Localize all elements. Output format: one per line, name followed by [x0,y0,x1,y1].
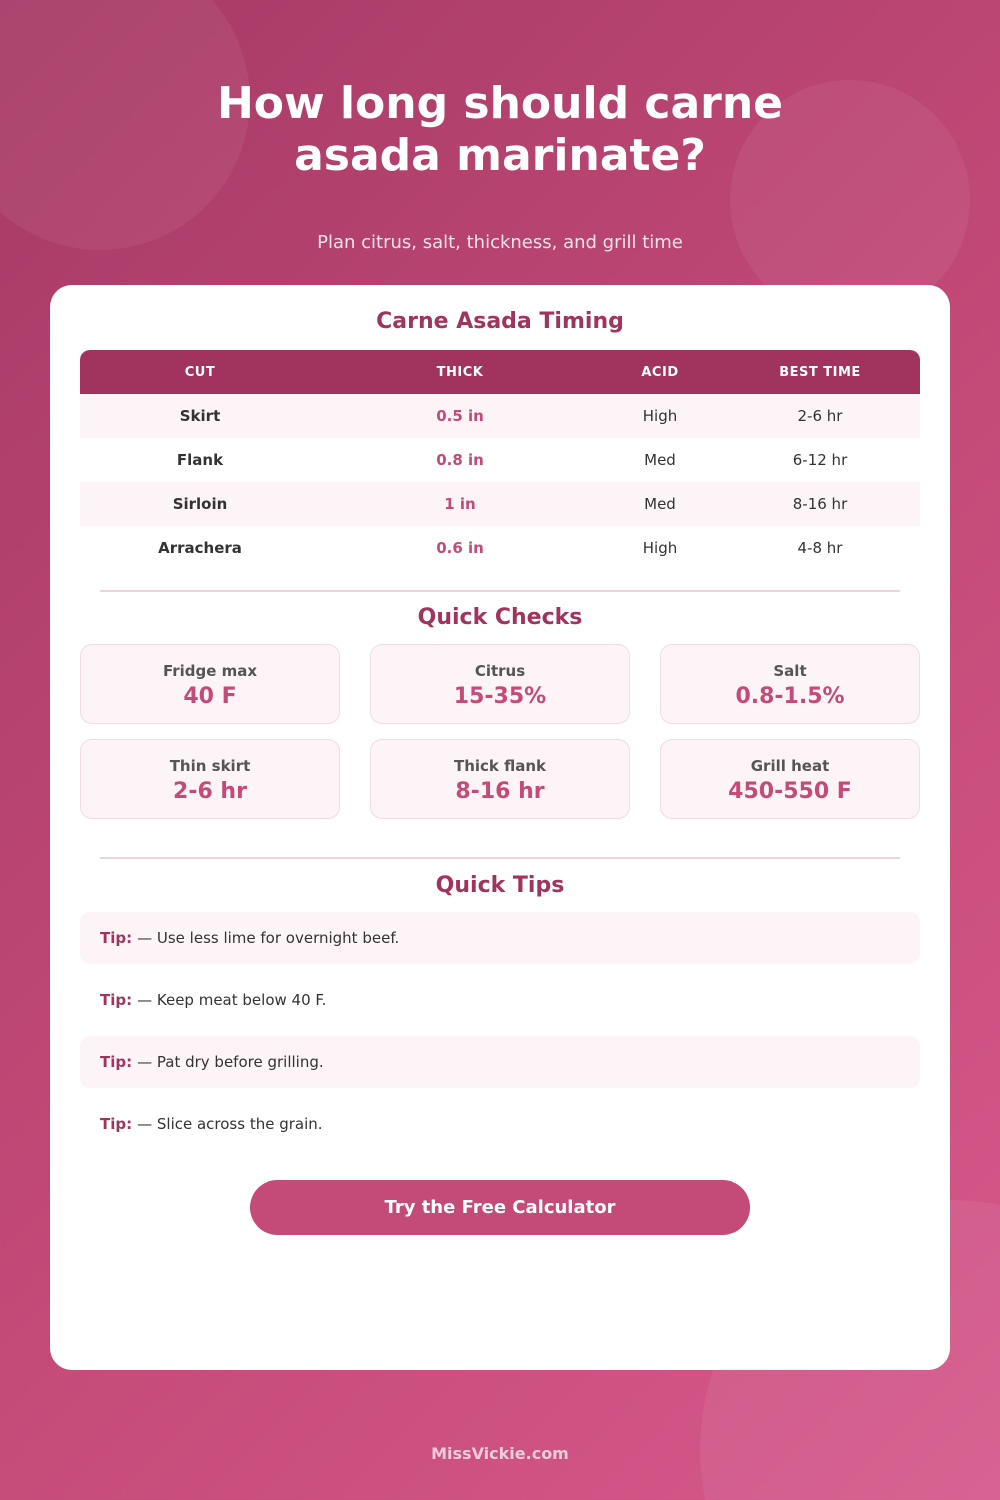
title-line: How long should carne [216,78,784,129]
table-row [80,526,920,570]
tip-item [80,974,920,1026]
header-thick: THICK [436,364,484,380]
cell-best-time: 2-6 hr [797,407,843,425]
header-acid: ACID [641,364,679,380]
check-value: 40 F [183,684,237,709]
calculator-cta-button[interactable]: Try the Free Calculator [250,1180,750,1235]
check-label: Thin skirt [169,757,251,775]
check-label: Fridge max [162,662,258,680]
tip-prefix: Tip: [100,929,133,947]
cell-best-time: 8-16 hr [792,495,848,513]
quick-checks-grid [80,644,920,819]
timing-table [80,350,920,570]
tip-item [80,1036,920,1088]
check-card [80,739,340,819]
cell-best-time: 6-12 hr [792,451,848,469]
cell-acid: Med [644,495,676,513]
check-value: 450-550 F [728,779,852,804]
check-card [370,739,630,819]
check-card [660,739,920,819]
tip-text: — Keep meat below 40 F. [137,991,327,1009]
header-cut: CUT [184,364,216,380]
cell-thick: 0.6 in [436,539,484,557]
check-label: Thick flank [453,757,547,775]
check-label: Citrus [474,662,526,680]
cell-thick: 0.5 in [436,407,484,425]
header-best-time: BEST TIME [779,364,861,380]
check-label: Salt [773,662,807,680]
page-title [0,78,1000,182]
cell-cut: Sirloin [172,495,228,513]
table-row [80,482,920,526]
cell-acid: High [642,407,678,425]
check-value: 0.8-1.5% [735,684,845,709]
tips-section-title: Quick Tips [435,873,565,898]
cell-thick: 0.8 in [436,451,484,469]
cell-acid: Med [644,451,676,469]
table-row [80,394,920,438]
check-card [80,644,340,724]
checks-section-title: Quick Checks [417,605,583,630]
check-card [370,644,630,724]
cell-cut: Flank [176,451,224,469]
tip-prefix: Tip: [100,991,133,1009]
title-line: asada marinate? [294,130,706,181]
tip-prefix: Tip: [100,1053,133,1071]
tip-text: — Use less lime for overnight beef. [137,929,400,947]
table-row [80,438,920,482]
check-value: 8-16 hr [455,779,545,804]
content-card [50,285,950,1370]
tip-text: — Pat dry before grilling. [137,1053,324,1071]
page-subtitle: Plan citrus, salt, thickness, and grill time [317,232,683,253]
tip-item [80,912,920,964]
check-label: Grill heat [750,757,830,775]
check-card [660,644,920,724]
check-value: 2-6 hr [173,779,247,804]
tip-prefix: Tip: [100,1115,133,1133]
cell-acid: High [642,539,678,557]
tip-text: — Slice across the grain. [137,1115,323,1133]
cell-cut: Arrachera [158,539,242,557]
footer-brand: MissVickie.com [431,1444,569,1463]
cell-best-time: 4-8 hr [797,539,843,557]
tip-item [80,1098,920,1150]
cell-cut: Skirt [179,407,221,425]
section-divider [100,857,900,859]
timing-section-title: Carne Asada Timing [376,309,624,334]
section-divider [100,590,900,592]
cell-thick: 1 in [444,495,476,513]
check-value: 15-35% [453,684,547,709]
tips-list [80,912,920,1160]
table-header [80,350,920,394]
